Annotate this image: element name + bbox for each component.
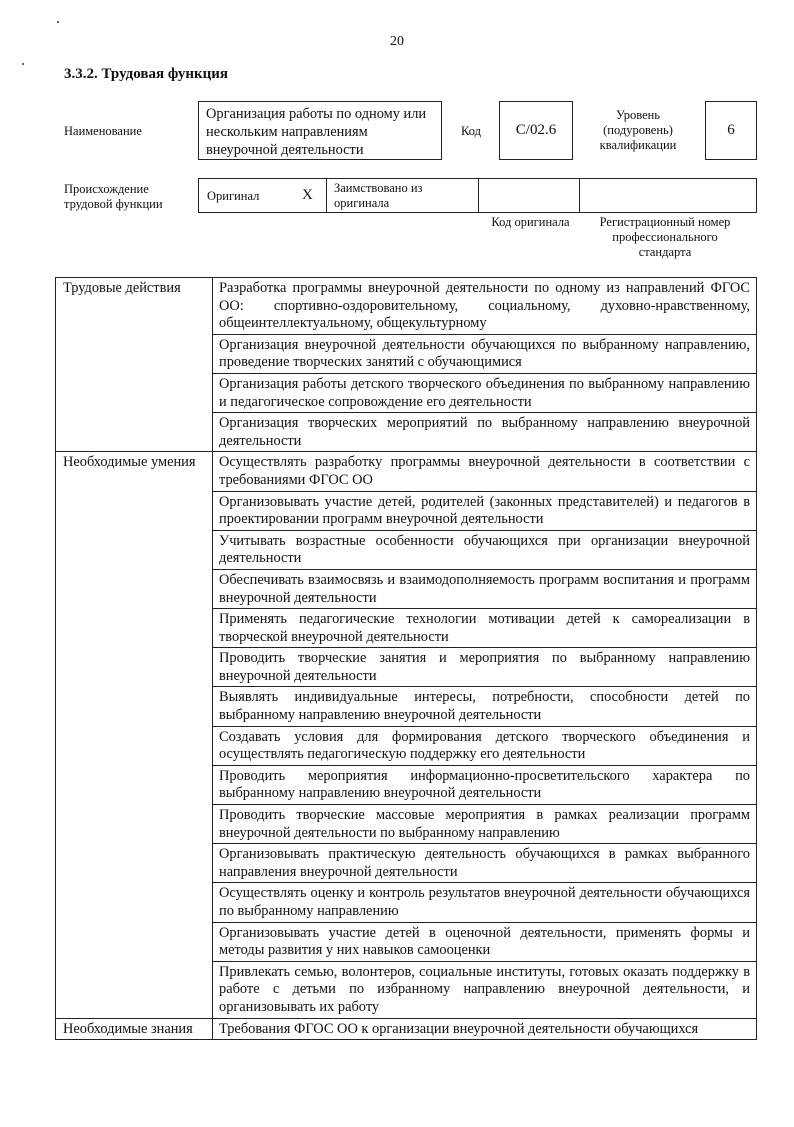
original-label: Оригинал: [207, 189, 260, 203]
code-value-box: [499, 101, 573, 160]
table-cell: Организовывать участие детей, родителей (законных представителей) и педагогов в проектировании программ внеурочной деятельности: [213, 491, 757, 530]
table-row: [56, 278, 757, 335]
labor-function-table: [55, 277, 757, 1040]
table-cell: Организация творческих мероприятий по выбранному направлению внеурочной деятельности: [213, 413, 757, 452]
level-value-box: [705, 101, 757, 160]
table-body: [56, 278, 757, 1040]
divider: [579, 179, 580, 212]
table-cell: Осуществлять оценку и контроль результатов внеурочной деятельности обучающихся по выбранному направлению: [213, 883, 757, 922]
table-cell: Привлекать семью, волонтеров, социальные институты, готовых оказать поддержку в работе с детьми по избранному направлению внеурочной деятельности, и организовывать их работу: [213, 961, 757, 1018]
origin-label: Происхождение трудовой функции: [64, 182, 163, 211]
table-cell: Учитывать возрастные особенности обучающихся при организации внеурочной деятельности: [213, 530, 757, 569]
name-value-box: [198, 101, 442, 160]
table-cell: Организовывать участие детей в оценочной деятельности, применять формы и методы развития у них навыков самооценки: [213, 922, 757, 961]
section-header-cell: Необходимые умения: [56, 452, 213, 1018]
scan-dot: [57, 21, 59, 23]
reg-number-label: Регистрационный номер профессионального стандарта: [599, 215, 731, 259]
original-mark: X: [302, 187, 313, 203]
level-label: Уровень (подуровень) квалификации: [599, 108, 677, 152]
table-cell: Организация работы детского творческого объединения по выбранному направлению и педагогическое сопровождение его деятельности: [213, 373, 757, 412]
table-row: [56, 1018, 757, 1040]
table-cell: Обеспечивать взаимосвязь и взаимодополняемость программ воспитания и программ внеурочной деятельности: [213, 569, 757, 608]
table-cell: Проводить творческие массовые мероприятия в рамках реализации программ внеурочной деятельности по выбранному направлению: [213, 805, 757, 844]
borrowed-label: Заимствовано из оригинала: [334, 181, 423, 210]
table-cell: Проводить мероприятия информационно-просветительского характера по выбранному направлению внеурочной деятельности: [213, 765, 757, 804]
table-cell: Осуществлять разработку программы внеурочной деятельности в соответствии с требованиями ФГОС ОО: [213, 452, 757, 491]
page-number: 20: [390, 34, 404, 49]
table-cell: Применять педагогические технологии мотивации детей к самореализации в творческой внеурочной деятельности: [213, 609, 757, 648]
table-row: [56, 452, 757, 491]
code-original-label: Код оригинала: [491, 215, 570, 229]
divider: [326, 179, 327, 212]
name-label: Наименование: [64, 124, 142, 138]
scan-dot: [22, 63, 24, 65]
divider: [478, 179, 479, 212]
table-cell: Требования ФГОС ОО к организации внеурочной деятельности обучающихся: [213, 1018, 757, 1040]
code-value: С/02.6: [515, 122, 557, 138]
table-cell: Разработка программы внеурочной деятельности по одному из направлений ФГОС ОО: спортивно-оздоровительному, социальному, духовно-нравственному, общеинтеллектуальному, общекультурному: [213, 278, 757, 335]
table-cell: Выявлять индивидуальные интересы, потребности, способности детей по выбранному направлению внеурочной деятельности: [213, 687, 757, 726]
section-title: 3.3.2. Трудовая функция: [64, 66, 229, 82]
section-header-cell: Необходимые знания: [56, 1018, 213, 1040]
code-label: Код: [461, 124, 481, 138]
section-header-cell: Трудовые действия: [56, 278, 213, 452]
level-value: 6: [727, 122, 735, 138]
table-cell: Организовывать практическую деятельность обучающихся в рамках выбранного направления внеурочной деятельности: [213, 844, 757, 883]
table-cell: Создавать условия для формирования детского творческого объединения и осуществлять педагогическую поддержку его деятельности: [213, 726, 757, 765]
name-value: Организация работы по одному или нескольким направлениям внеурочной деятельности: [206, 106, 427, 158]
table-cell: Проводить творческие занятия и мероприятия по выбранному направлению внеурочной деятельности: [213, 648, 757, 687]
table-cell: Организация внеурочной деятельности обучающихся по выбранному направлению, проведение творческих занятий с обучающимися: [213, 334, 757, 373]
origin-box: [198, 178, 757, 213]
